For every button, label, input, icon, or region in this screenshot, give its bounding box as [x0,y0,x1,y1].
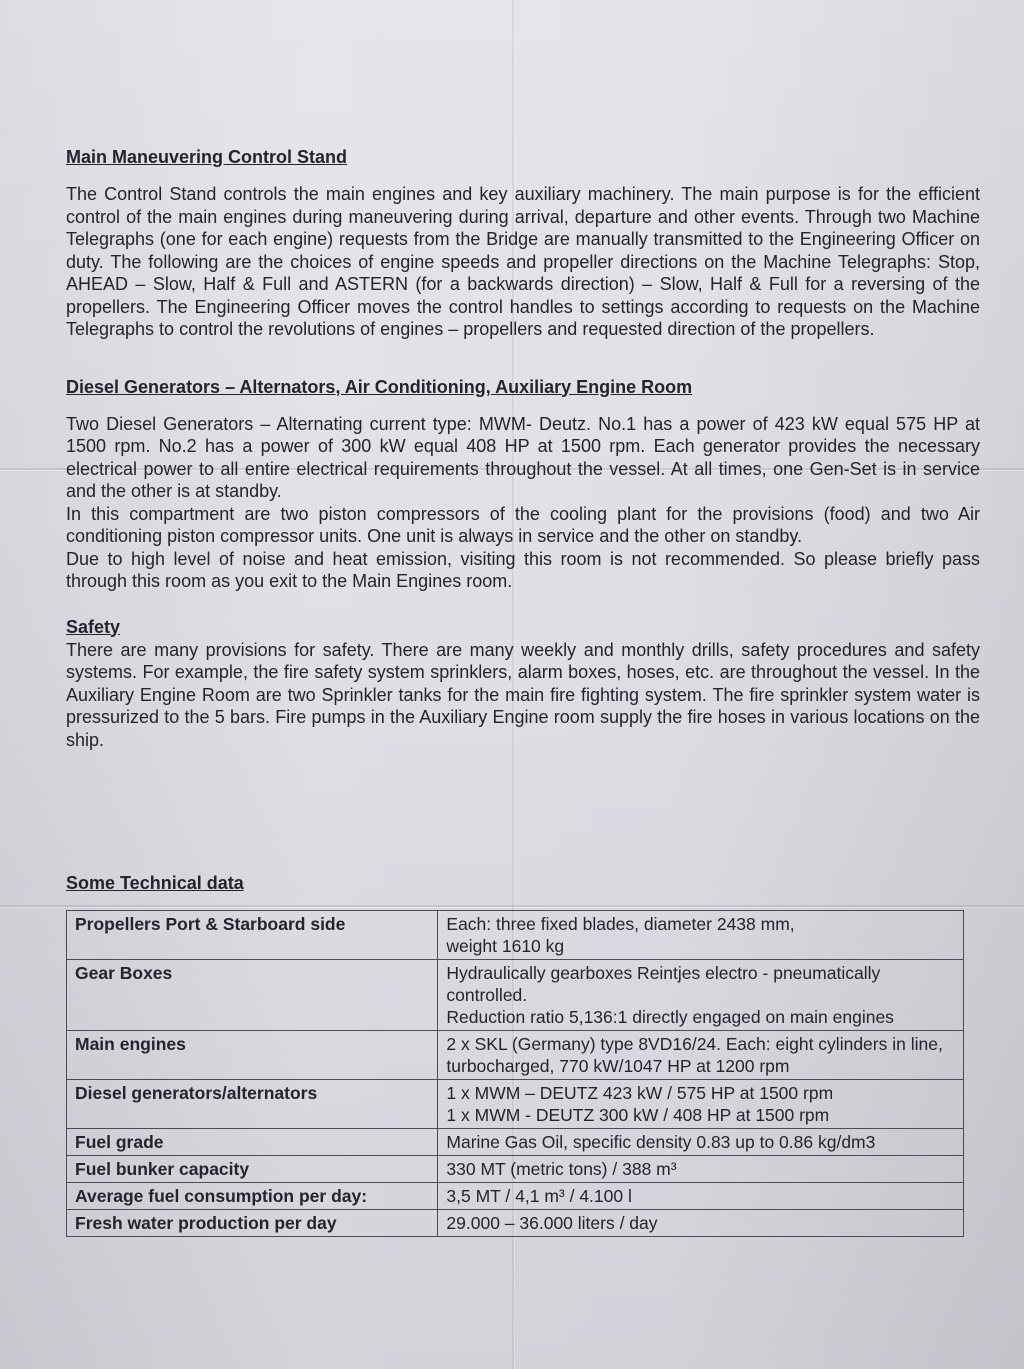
table-value-line: 1 x MWM - DEUTZ 300 kW / 408 HP at 1500 rpm [446,1105,830,1125]
section-diesel-generators [66,375,980,593]
table-row [67,960,964,1031]
table-row [67,1080,964,1129]
table-value-line: Hydraulically gearboxes Reintjes electro - pneumatically controlled. [446,963,881,1005]
technical-data-table [66,910,964,1237]
table-label-cell: Main engines [67,1031,438,1080]
section-paragraph: Due to high level of noise and heat emission, visiting this room is not recommended. So please briefly pass through this room as you exit to the Main Engines room. [66,548,980,591]
table-label-cell: Propellers Port & Starboard side [67,911,438,960]
table-label-cell: Fuel grade [67,1129,438,1156]
table-value-line: Each: three fixed blades, diameter 2438 mm, [446,914,795,934]
table-row [67,1183,964,1210]
section-main-maneuvering-control-stand [66,145,980,341]
table-row [67,1156,964,1183]
table-row [67,1210,964,1237]
section-heading: Safety [66,616,121,637]
table-value-line: 29.000 – 36.000 liters / day [446,1213,658,1233]
section-paragraph: The Control Stand controls the main engines and key auxiliary machinery. The main purpose is for the efficient control of the main engines during maneuvering during arrival, departure and other events. Through two Machine Telegraphs (one for each engine) requests from the Bridge are manually transmitted to the Engineering Officer on duty. The following are the choices of engine speeds and propeller directions on the Machine Telegraphs: Stop, AHEAD – Slow, Half & Full and ASTERN (for a backwards direction) – Slow, Half & Full for a reversing of the propellers. The Engineering Officer moves the control handles to settings according to requests on the Machine Telegraphs to control the revolutions of engines – propellers and requested direction of the propellers. [66,184,980,339]
document-content [66,145,980,1237]
section-paragraph: In this compartment are two piston compressors of the cooling plant for the provisions (food) and two Air conditioning piston compressor units. One unit is always in service and the other on standby. [66,503,980,546]
table-value-cell [438,1031,964,1080]
table-value-cell [438,960,964,1031]
table-label-cell: Fresh water production per day [67,1210,438,1237]
table-value-line: 330 MT (metric tons) / 388 m³ [446,1159,677,1179]
section-technical-data [66,871,980,1237]
section-heading: Some Technical data [66,873,244,893]
table-value-cell [438,1210,964,1237]
section-paragraph: There are many provisions for safety. There are many weekly and monthly drills, safety procedures and safety systems. For example, the fire safety system sprinklers, alarm boxes, hoses, etc. are throughout the vessel. In the Auxiliary Engine Room are two Sprinkler tanks for the main fire fighting system. The fire sprinkler system water is pressurized to the 5 bars. Fire pumps in the Auxiliary Engine room supply the fire hoses in various locations on the ship. [66,639,980,750]
table-label-cell: Fuel bunker capacity [67,1156,438,1183]
section-safety [66,615,980,752]
section-heading: Main Maneuvering Control Stand [66,147,348,167]
table-label-cell: Average fuel consumption per day: [67,1183,438,1210]
section-paragraph: Two Diesel Generators – Alternating current type: MWM- Deutz. No.1 has a power of 423 kW equal 575 HP at 1500 rpm. No.2 has a power of 300 kW equal 408 HP at 1500 rpm. Each generator provides the necessary electrical power to all entire electrical requirements throughout the vessel. At all times, one Gen-Set is in service and the other is at standby. [66,413,980,501]
table-value-line: Marine Gas Oil, specific density 0.83 up to 0.86 kg/dm3 [446,1132,876,1152]
table-value-cell [438,1156,964,1183]
table-row [67,911,964,960]
table-value-cell [438,1129,964,1156]
table-value-cell [438,1080,964,1129]
table-value-line: weight 1610 kg [446,936,565,956]
table-row [67,1129,964,1156]
table-value-cell [438,911,964,960]
table-value-line: 1 x MWM – DEUTZ 423 kW / 575 HP at 1500 rpm [446,1083,834,1103]
table-value-line: 3,5 MT / 4,1 m³ / 4.100 l [446,1186,632,1206]
table-value-line: Reduction ratio 5,136:1 directly engaged on main engines [446,1007,894,1027]
table-value-line: 2 x SKL (Germany) type 8VD16/24. Each: eight cylinders in line, turbocharged, 770 kW/1047 HP at 1200 rpm [446,1034,943,1076]
table-label-cell: Diesel generators/alternators [67,1080,438,1129]
section-heading: Diesel Generators – Alternators, Air Conditioning, Auxiliary Engine Room [66,376,693,397]
table-label-cell: Gear Boxes [67,960,438,1031]
table-row [67,1031,964,1080]
table-value-cell [438,1183,964,1210]
